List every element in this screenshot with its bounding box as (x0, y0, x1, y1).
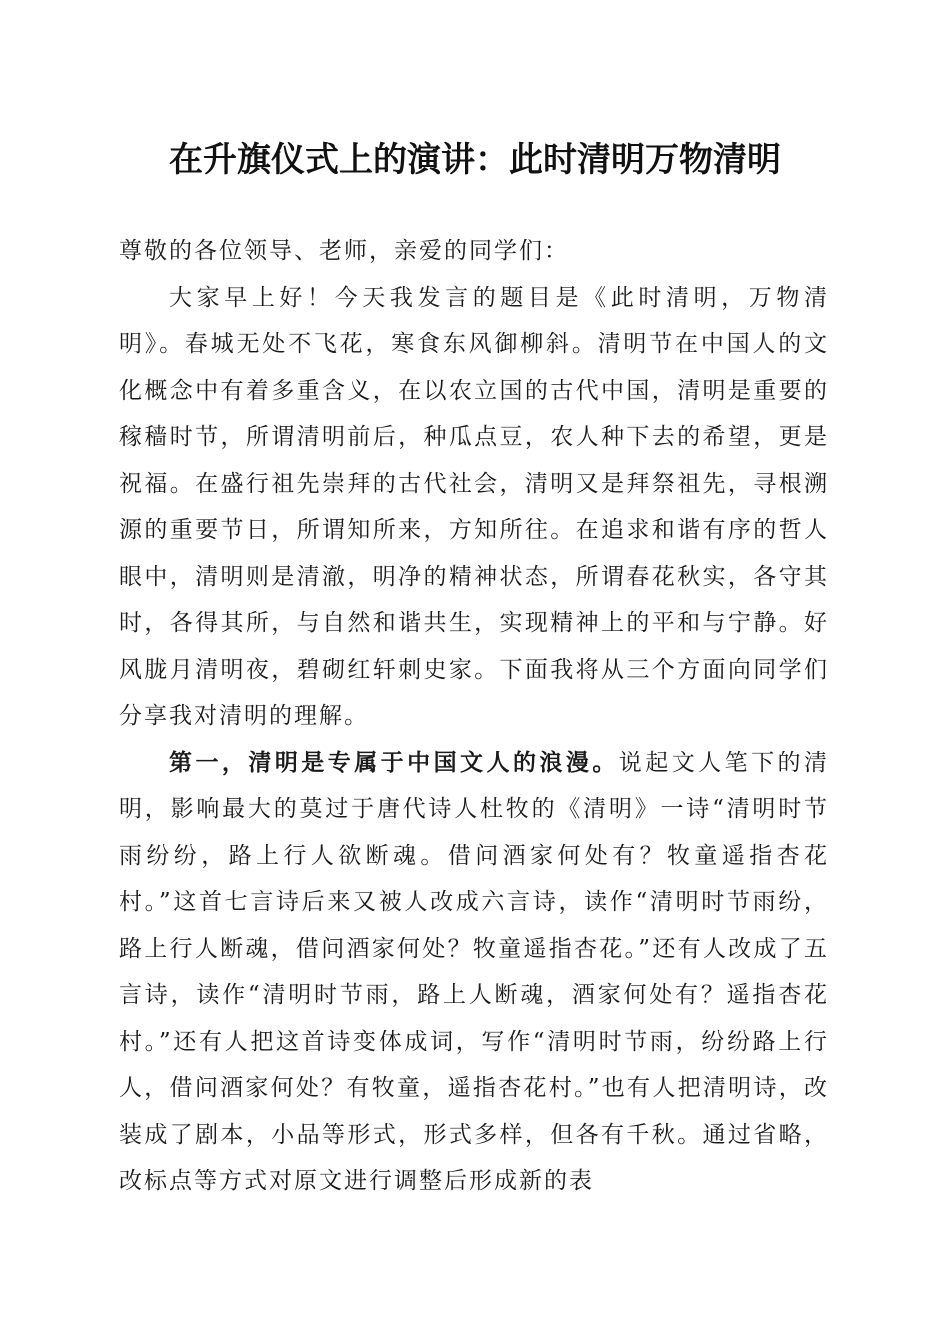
paragraph-intro: 大家早上好！今天我发言的题目是《此时清明，万物清明》。春城无处不飞花，寒食东风御柳斜。清明节在中国人的文化概念中有着多重含义，在以农立国的古代中国，清明是重要的稼穑时节，所谓清明前后，种瓜点豆，农人种下去的希望，更是祝福。在盛行祖先崇拜的古代社会，清明又是拜祭祖先，寻根溯源的重要节日，所谓知所来，方知所往。在追求和谐有序的哲人眼中，清明则是清澈，明净的精神状态，所谓春花秋实，各守其时，各得其所，与自然和谐共生，实现精神上的平和与宁静。好风胧月清明夜，碧砌红轩刺史家。下面我将从三个方面向同学们分享我对清明的理解。 (119, 284, 829, 729)
paragraph-first-point (119, 740, 829, 1205)
paragraph-body: 说起文人笔下的清明，影响最大的莫过于唐代诗人杜牧的《清明》一诗“清明时节雨纷纷，路上行人欲断魂。借问酒家何处有？牧童遥指杏花村。”这首七言诗后来又被人改成六言诗，读作“清明时节雨纷，路上行人断魂，借问酒家何处？牧童遥指杏花。”还有人改成了五言诗，读作“清明时节雨，路上人断魂，酒家何处有？遥指杏花村。”还有人把这首诗变体成词，写作“清明时节雨，纷纷路上行人，借问酒家何处？有牧童，遥指杏花村。”也有人把清明诗，改装成了剧本，小品等形式，形式多样，但各有千秋。通过省略，改标点等方式对原文进行调整后形成新的表 (119, 749, 830, 1194)
document-title: 在升旗仪式上的演讲：此时清明万物清明 (169, 140, 781, 180)
document-body (119, 228, 829, 1205)
paragraph-heading: 第一，清明是专属于中国文人的浪漫。 (169, 748, 619, 776)
salutation: 尊敬的各位领导、老师，亲爱的同学们： (119, 238, 569, 264)
